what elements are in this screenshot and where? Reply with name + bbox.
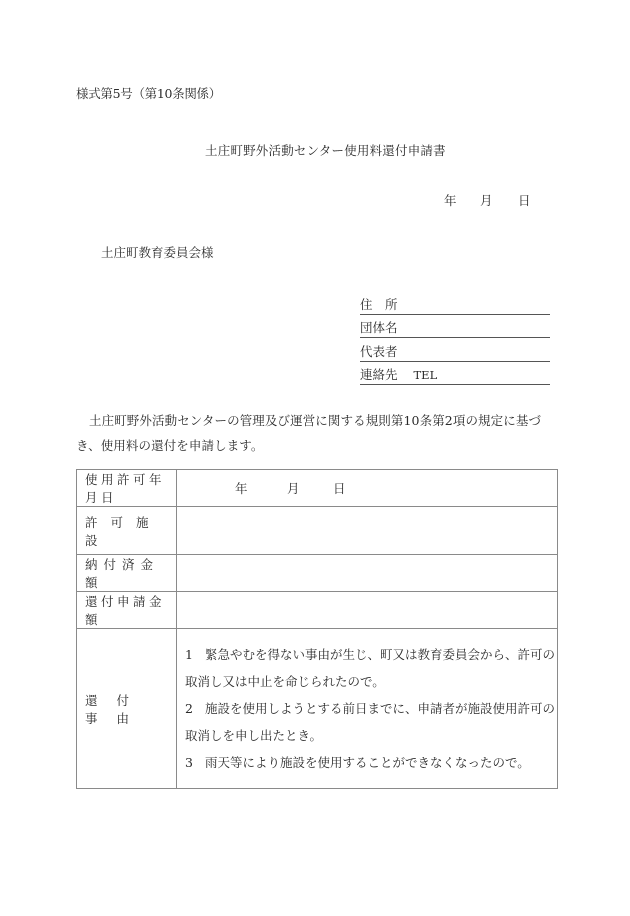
application-date: [444, 191, 531, 209]
document-title: 土庄町野外活動センター使用料還付申請書: [205, 143, 446, 158]
address-field[interactable]: [360, 297, 550, 315]
refund-reason-item[interactable]: 1 緊急やむを得ない事由が生じ、町又は教育委員会から、許可の取消し又は中止を命じられたので。: [185, 647, 556, 689]
permit-month-label: 月: [287, 481, 300, 496]
permit-day-label: 日: [333, 481, 346, 496]
tel-label: TEL: [413, 368, 438, 382]
permit-date-value[interactable]: [177, 470, 558, 507]
representative-field[interactable]: [360, 344, 550, 362]
table-row-refund-amount: [77, 592, 558, 629]
permitted-facility-label: 許可施設: [77, 507, 177, 555]
group-name-label: 団体名: [360, 320, 398, 335]
table-row-permit-date: [77, 470, 558, 507]
address-label: 住 所: [360, 297, 398, 312]
permit-date-label: 使用許可年月日: [77, 470, 177, 507]
permit-year-label: 年: [235, 481, 248, 496]
refund-application-table: [76, 469, 558, 789]
permitted-facility-value[interactable]: [177, 507, 558, 555]
refund-reason-label: 還付事由: [77, 629, 177, 789]
contact-label: 連絡先: [360, 367, 398, 382]
table-row-paid-amount: [77, 555, 558, 592]
date-day-label: 日: [518, 193, 531, 208]
contact-field[interactable]: [360, 367, 550, 385]
group-name-field[interactable]: [360, 320, 550, 338]
date-month-label: 月: [480, 193, 493, 208]
table-row-permitted-facility: [77, 507, 558, 555]
addressee: 土庄町教育委員会様: [101, 245, 214, 260]
date-year-label: 年: [444, 193, 457, 208]
refund-reason-item[interactable]: 3 雨天等により施設を使用することができなくなったので。: [185, 755, 530, 770]
refund-reasons: [177, 629, 558, 789]
refund-amount-value[interactable]: [177, 592, 558, 629]
refund-reason-item[interactable]: 2 施設を使用しようとする前日までに、申請者が施設使用許可の取消しを申し出たとき。: [185, 701, 556, 743]
paid-amount-value[interactable]: [177, 555, 558, 592]
form-number: 様式第5号（第10条関係）: [76, 86, 221, 101]
paid-amount-label: 納付済金額: [77, 555, 177, 592]
refund-amount-label: 還付申請金額: [77, 592, 177, 629]
table-row-refund-reason: [77, 629, 558, 789]
application-statement: 土庄町野外活動センターの管理及び運営に関する規則第10条第2項の規定に基づき、使用料の還付を申請します。: [76, 413, 542, 453]
representative-label: 代表者: [360, 344, 398, 359]
